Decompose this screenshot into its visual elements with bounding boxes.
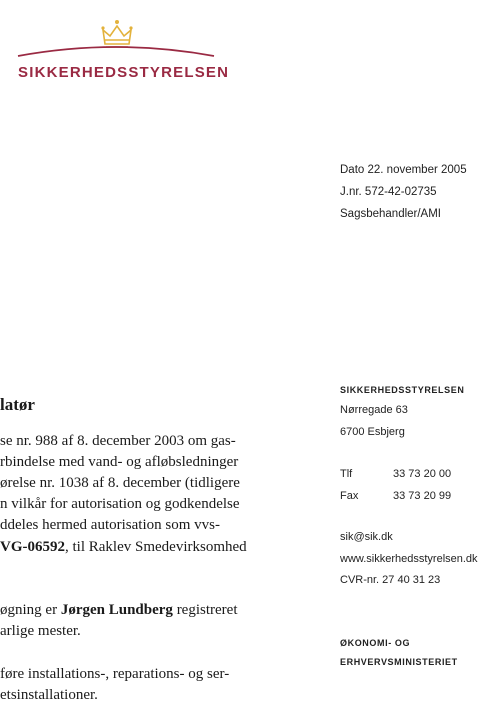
- phone-label: Tlf: [340, 468, 353, 480]
- body-line: etsinstallationer.: [0, 687, 98, 703]
- fax-label: Fax: [340, 490, 359, 502]
- body-text-segment: registreret: [172, 602, 238, 618]
- body-text-segment: , til Raklev Smedevirksomhed: [65, 539, 247, 555]
- phone-value: 33 73 20 00: [393, 468, 452, 480]
- master-name: Jørgen Lundberg: [60, 602, 173, 618]
- body-line: arlige mester.: [0, 623, 81, 639]
- body-line: føre installations-, reparations- og ser-: [0, 666, 230, 682]
- sidebar-org: SIKKERHEDSSTYRELSEN: [340, 385, 465, 395]
- authorization-number: VG-06592: [0, 539, 65, 555]
- body-line: ørelse nr. 1038 af 8. december (tidligere: [0, 475, 240, 491]
- body-line: [0, 602, 296, 619]
- website-link[interactable]: www.sikkerhedsstyrelsen.dk: [340, 553, 478, 565]
- case-handler: Sagsbehandler/AMI: [340, 208, 442, 220]
- page-heading: latør: [0, 395, 35, 414]
- logo-wordmark: SIKKERHEDSSTYRELSEN: [18, 64, 230, 81]
- body-line: ddeles hermed autorisation som vvs-: [0, 517, 220, 533]
- ministry-line-1: ØKONOMI- OG: [340, 638, 411, 648]
- cvr-number: CVR-nr. 27 40 31 23: [340, 574, 441, 586]
- body-line: n vilkår for autorisation og godkendelse: [0, 496, 240, 512]
- sidebar-address-street: Nørregade 63: [340, 404, 408, 416]
- ministry-line-2: ERHVERVSMINISTERIET: [340, 657, 458, 667]
- sidebar-address-city: 6700 Esbjerg: [340, 426, 405, 438]
- logo-swoosh: [16, 40, 216, 60]
- body-text-segment: øgning er: [0, 602, 61, 618]
- fax-value: 33 73 20 99: [393, 490, 452, 502]
- email-link[interactable]: sik@sik.dk: [340, 531, 393, 543]
- journal-number: J.nr. 572-42-02735: [340, 186, 437, 198]
- body-line: rbindelse med vand- og afløbsledninger: [0, 454, 239, 470]
- date: Dato 22. november 2005: [340, 164, 467, 176]
- body-line: [0, 539, 296, 556]
- body-line: se nr. 988 af 8. december 2003 om gas-: [0, 433, 236, 449]
